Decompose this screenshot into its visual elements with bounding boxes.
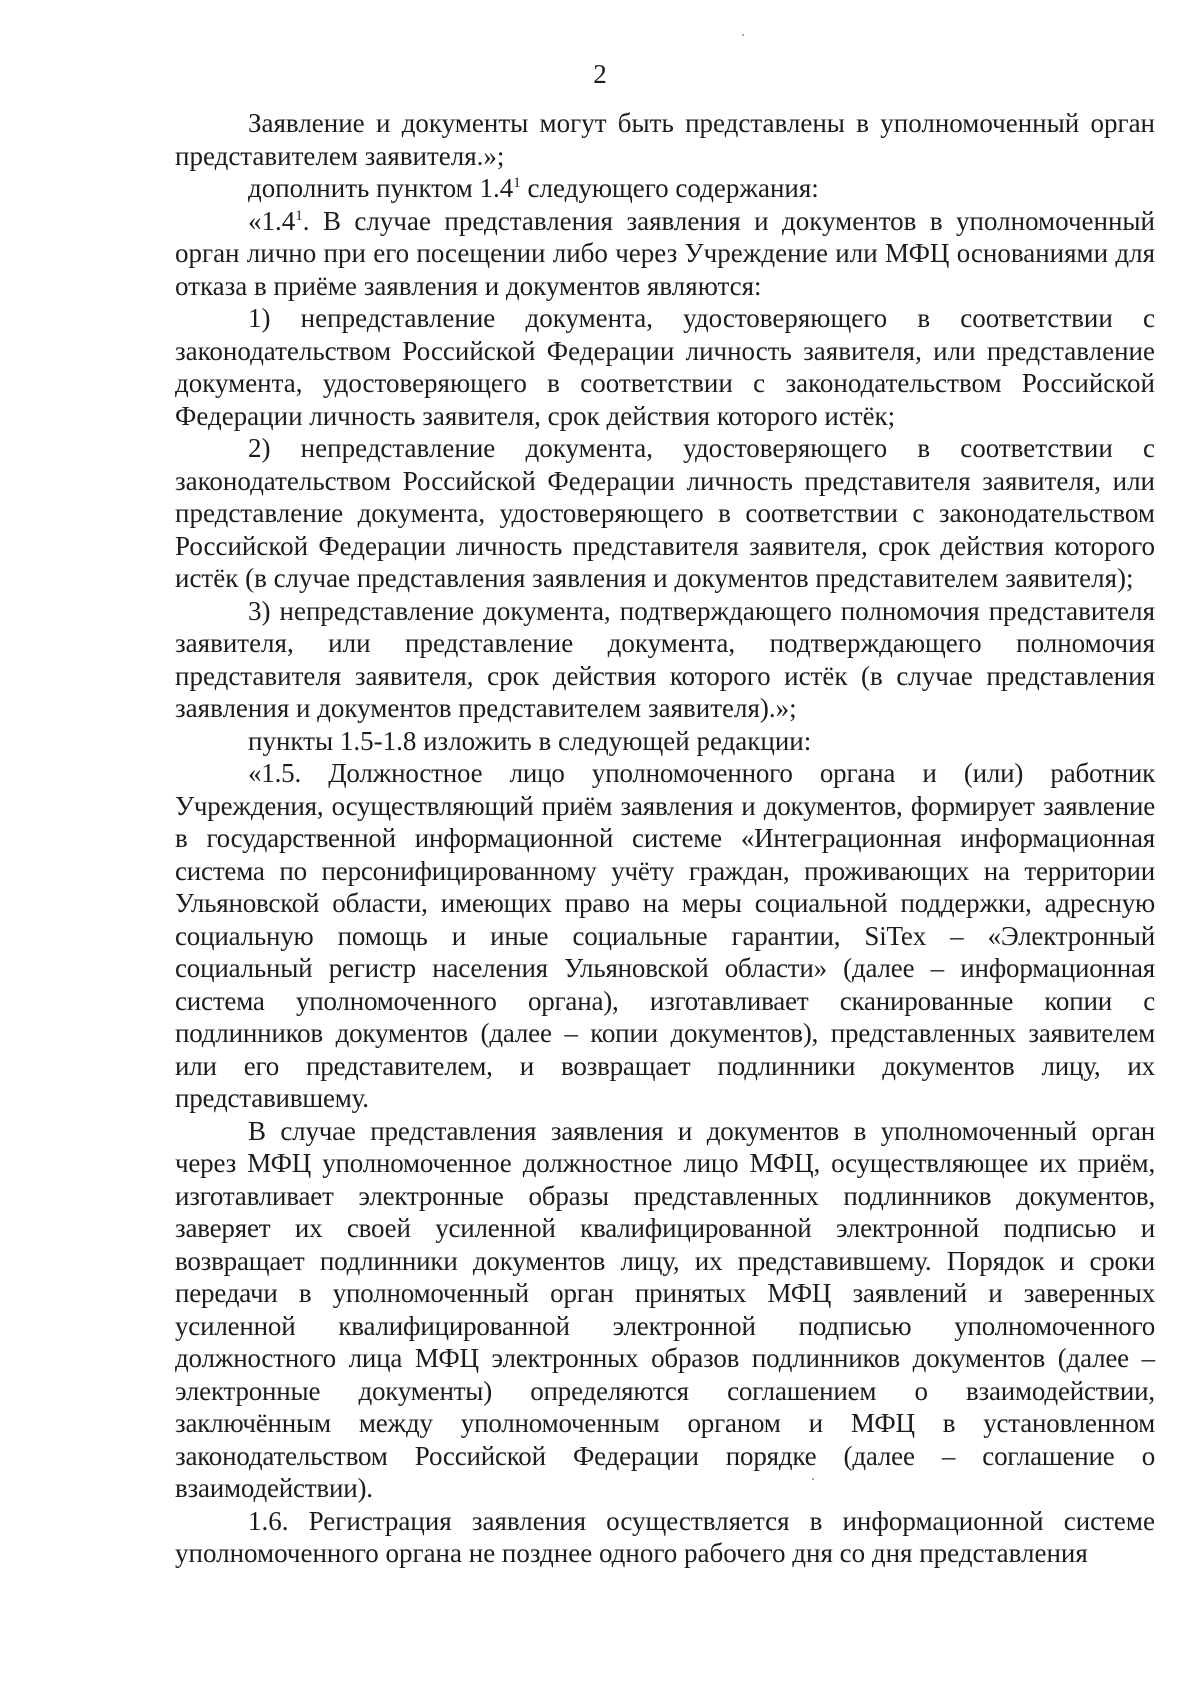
paragraph-item-2: 2) непредставление документа, удостоверяющего в соответствии с законодательством Российской Федерации личность представителя заявителя, или представление документа, удостоверяющего в соответствии с законодательством Российской Федерации личность представителя заявителя, срок действия которого истёк (в случае представления заявления и документов представителем заявителя); xyxy=(175,433,1155,593)
page-number: 2 xyxy=(593,59,607,89)
scan-speck xyxy=(742,34,744,36)
document-body xyxy=(175,107,1155,1570)
scan-speck xyxy=(812,1478,814,1480)
paragraph-clauses-1-5-1-8: пункты 1.5-1.8 изложить в следующей редакции: xyxy=(248,725,812,756)
paragraph-clause-1-5: «1.5. Должностное лицо уполномоченного органа и (или) работник Учреждения, осуществляющий приём заявления и документов, формирует заявление в государственной информационной системе «Интеграционная информационная система по персонифицированному учёту граждан, проживающих на территории Ульяновской области, имеющих право на меры социальной поддержки, адресную социальную помощь и иные социальные гарантии, SiTex – «Электронный социальный регистр населения Ульяновской области» (далее – информационная система уполномоченного органа), изготавливает сканированные копии с подлинников документов (далее – копии документов), представленных заявителем или его представителем, и возвращает подлинники документов лицу, их представившему. xyxy=(175,758,1155,1113)
paragraph-item-1: 1) непредставление документа, удостоверяющего в соответствии с законодательством Российской Федерации личность заявителя, или представление документа, удостоверяющего в соответствии с законодательством Российской Федерации личность заявителя, срок действия которого истёк; xyxy=(175,303,1155,431)
paragraph-mfc-procedure: В случае представления заявления и документов в уполномоченный орган через МФЦ уполномоченное должностное лицо МФЦ, осуществляющее их приём, изготавливает электронные образы представленных подлинников документов, заверяет их своей усиленной квалифицированной электронной подписью и возвращает подлинники документов лицу, их представившему. Порядок и сроки передачи в уполномоченный орган принятых МФЦ заявлений и заверенных усиленной квалифицированной электронной подписью уполномоченного должностного лица МФЦ электронных образов подлинников документов (далее – электронные документы) определяются соглашением о взаимодействии, заключённым между уполномоченным органом и МФЦ в установленном законодательством Российской Федерации порядке (далее – соглашение о взаимодействии). xyxy=(175,1115,1155,1503)
paragraph-clause-1-6: 1.6. Регистрация заявления осуществляется в информационной системе уполномоченного органа не позднее одного рабочего дня со дня представления xyxy=(175,1505,1155,1568)
paragraph-clause-1-4-1: «$1.4^1$. В случае представления заявления и документов в уполномоченный орган лично при его посещении либо через Учреждение или МФЦ основаниями для отказа в приёме заявления и документов являются: xyxy=(175,205,1155,301)
paragraph-application-representative: Заявление и документы могут быть представлены в уполномоченный орган представителем заявителя.»; xyxy=(175,108,1155,171)
paragraph-item-3: 3) непредставление документа, подтверждающего полномочия представителя заявителя, или представление документа, подтверждающего полномочия представителя заявителя, срок действия которого истёк (в случае представления заявления и документов представителем заявителя).»; xyxy=(175,595,1155,723)
paragraph-add-clause-1-4-1: дополнить пунктом $1.4^1$ следующего содержания: xyxy=(248,173,819,203)
